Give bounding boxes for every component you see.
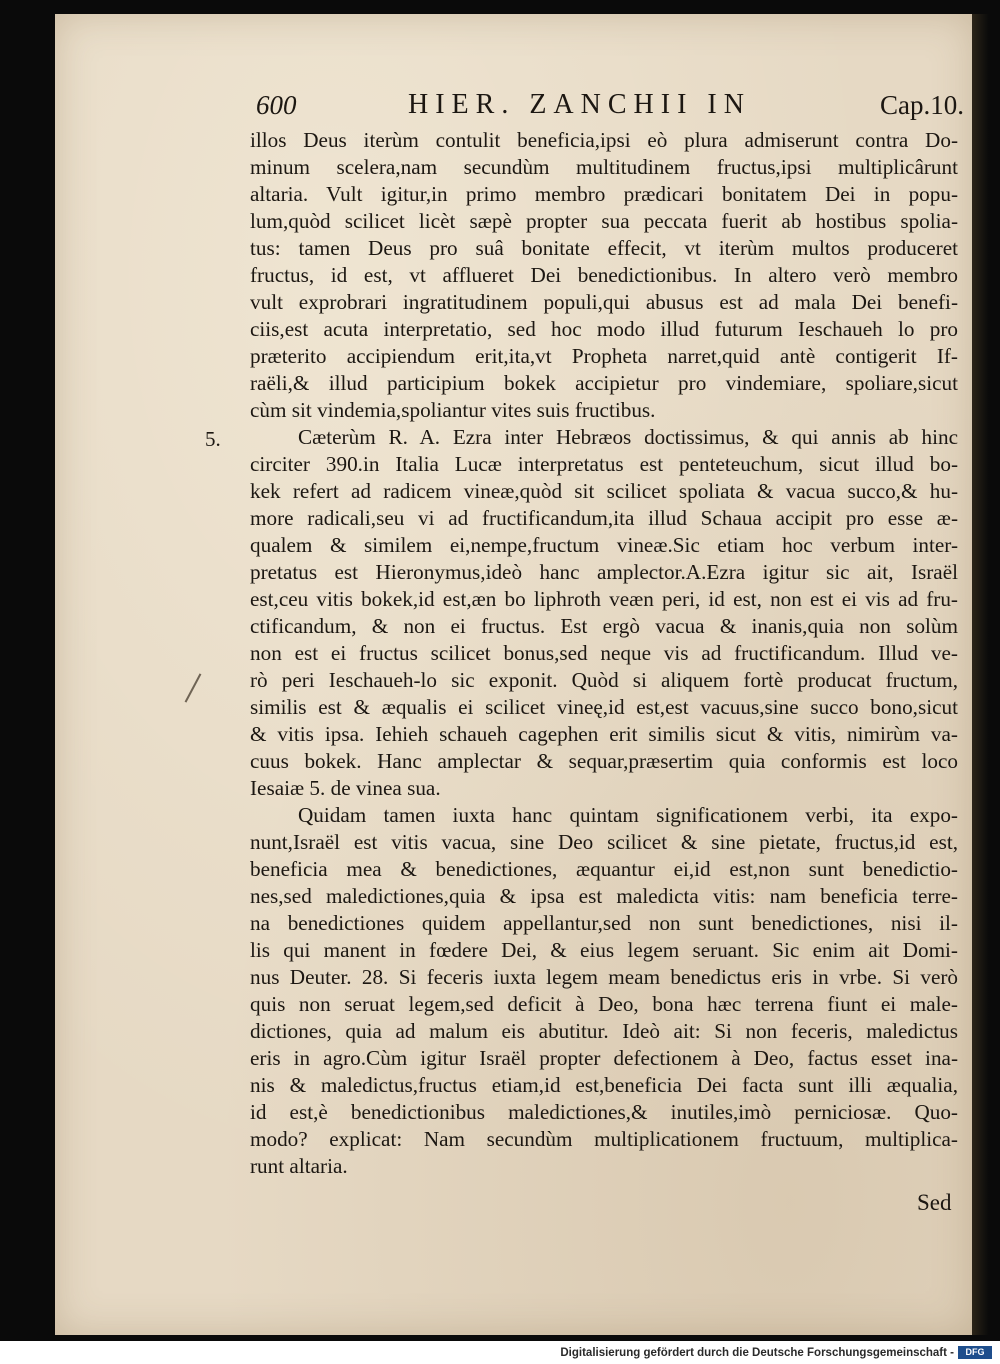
dfg-logo: DFG	[958, 1346, 992, 1359]
body-text	[250, 127, 958, 1180]
text-line: ctificandum, & non ei fructus. Est ergò vacua & inanis,quia non solùm	[250, 614, 958, 638]
text-line: runt altaria.	[250, 1154, 348, 1178]
text-line: cùm sit vindemia,spoliantur vites suis fructibus.	[250, 398, 656, 422]
text-line: beneficia mea & benedictiones, æquantur ei,id est,non sunt benedictio-	[250, 857, 958, 881]
text-line: kek refert ad radicem vineæ,quòd sit scilicet spoliata & vacua succo,& hu-	[250, 479, 958, 503]
text-line: raëli,& illud participium bokek accipietur pro vindemiare, spoliare,sicut	[250, 371, 958, 395]
text-line: cuus bokek. Hanc amplectar & sequar,præsertim quia conformis est loco	[250, 749, 958, 773]
running-title: HIER. ZANCHII IN	[408, 89, 751, 120]
catchword: Sed	[917, 1190, 952, 1215]
text-line: rò peri Ieschaueh-lo sic exponit. Quòd si aliquem fortè producat fructum,	[250, 668, 958, 692]
text-line: na benedictiones quidem appellantur,sed non sunt benedictiones, nisi il-	[250, 911, 958, 935]
text-line: Iesaiæ 5. de vinea sua.	[250, 776, 441, 800]
text-line: dictiones, quia ad malum eis abutitur. Ideò ait: Si non feceris, maledictus	[250, 1019, 958, 1043]
text-line: est,ceu vitis bokek,id est,æn bo liphroth veæn peri, id est, non est ei vis ad fru-	[250, 587, 958, 611]
chapter-label: Cap.10.	[880, 90, 964, 120]
text-line: Cæterùm R. A. Ezra inter Hebræos doctissimus, & qui annis ab hinc	[298, 425, 958, 449]
text-line: circiter 390.in Italia Lucæ interpretatus est penteteuchum, sicut illud bo-	[250, 452, 958, 476]
text-line: similis est & æqualis ei scilicet vineę,id est,est vacuus,sine succo bono,sicut	[250, 695, 958, 719]
text-line: nis & maledictus,fructus etiam,id est,beneficia Dei facta sunt illi æqualia,	[250, 1073, 958, 1097]
text-line: Quidam tamen iuxta hanc quintam significationem verbi, ita expo-	[298, 803, 958, 827]
text-line: quis non seruat legem,sed deficit à Deo, bona hæc terrena fiunt ei male-	[250, 992, 958, 1016]
text-line: pretatus est Hieronymus,ideò hanc amplector.A.Ezra igitur sic ait, Israël	[250, 560, 958, 584]
text-line: fructus, id est, vt afflueret Dei benedictionibus. In altero verò membro	[250, 263, 958, 287]
text-line: lis qui manent in fœdere Dei, & eius legem seruant. Sic enim ait Domi-	[250, 938, 958, 962]
text-line: modo? explicat: Nam secundùm multiplicationem fructuum, multiplica-	[250, 1127, 958, 1151]
text-line: eris in agro.Cùm igitur Israël propter defectionem à Deo, factus esset ina-	[250, 1046, 958, 1070]
text-line: præterito accipiendum erit,ita,vt Propheta narret,quid antè contigerit If-	[250, 344, 958, 368]
text-line: & vitis ipsa. Iehieh schaueh cagephen erit similis sicut & vitis, nimirùm va-	[250, 722, 958, 746]
margin-verse-number: 5.	[205, 427, 221, 451]
text-line: altaria. Vult igitur,in primo membro prædicari bonitatem Dei in popu-	[250, 182, 958, 206]
text-line: vult exprobrari ingratitudinem populi,qui abusus est ad mala Dei benefi-	[250, 290, 958, 314]
text-line: tus: tamen Deus pro suâ bonitate effecit, vt iterùm multos produceret	[250, 236, 958, 260]
funding-credit: Digitalisierung gefördert durch die Deutsche Forschungsgemeinschaft -	[560, 1347, 954, 1359]
text-line: qualem & similem ei,nempe,fructum vineæ.Sic etiam hoc verbum inter-	[250, 533, 958, 557]
text-line: minum scelera,nam secundùm multitudinem fructus,ipsi multiplicârunt	[250, 155, 958, 179]
margin-pen-mark	[185, 673, 202, 702]
text-line: illos Deus iterùm contulit beneficia,ipsi eò plura admiserunt contra Do-	[250, 128, 958, 152]
text-line: more radicali,seu vi ad fructificandum,ita illud Schaua accipit pro esse æ-	[250, 506, 958, 530]
text-line: ciis,est acuta interpretatio, sed hoc modo illud futurum Ieschaueh lo pro	[250, 317, 958, 341]
text-line: nunt,Israël est vitis vacua, sine Deo scilicet & sine pietate, fructus,id est,	[250, 830, 958, 854]
text-line: nes,sed maledictiones,quia & ipsa est maledicta vitis: nam beneficia terre-	[250, 884, 958, 908]
page-number: 600	[256, 90, 297, 120]
text-line: nus Deuter. 28. Si feceris iuxta legem meam benedictus eris in vrbe. Si verò	[250, 965, 958, 989]
text-line: id est,è benedictionibus maledictiones,& inutiles,imò perniciosæ. Quo-	[250, 1100, 958, 1124]
text-line: lum,quòd scilicet licèt sæpè propter sua peccata fuerit ab hostibus spolia-	[250, 209, 958, 233]
text-line: non est ei fructus scilicet bonus,sed neque vis ad fructificandum. Illud ve-	[250, 641, 958, 665]
